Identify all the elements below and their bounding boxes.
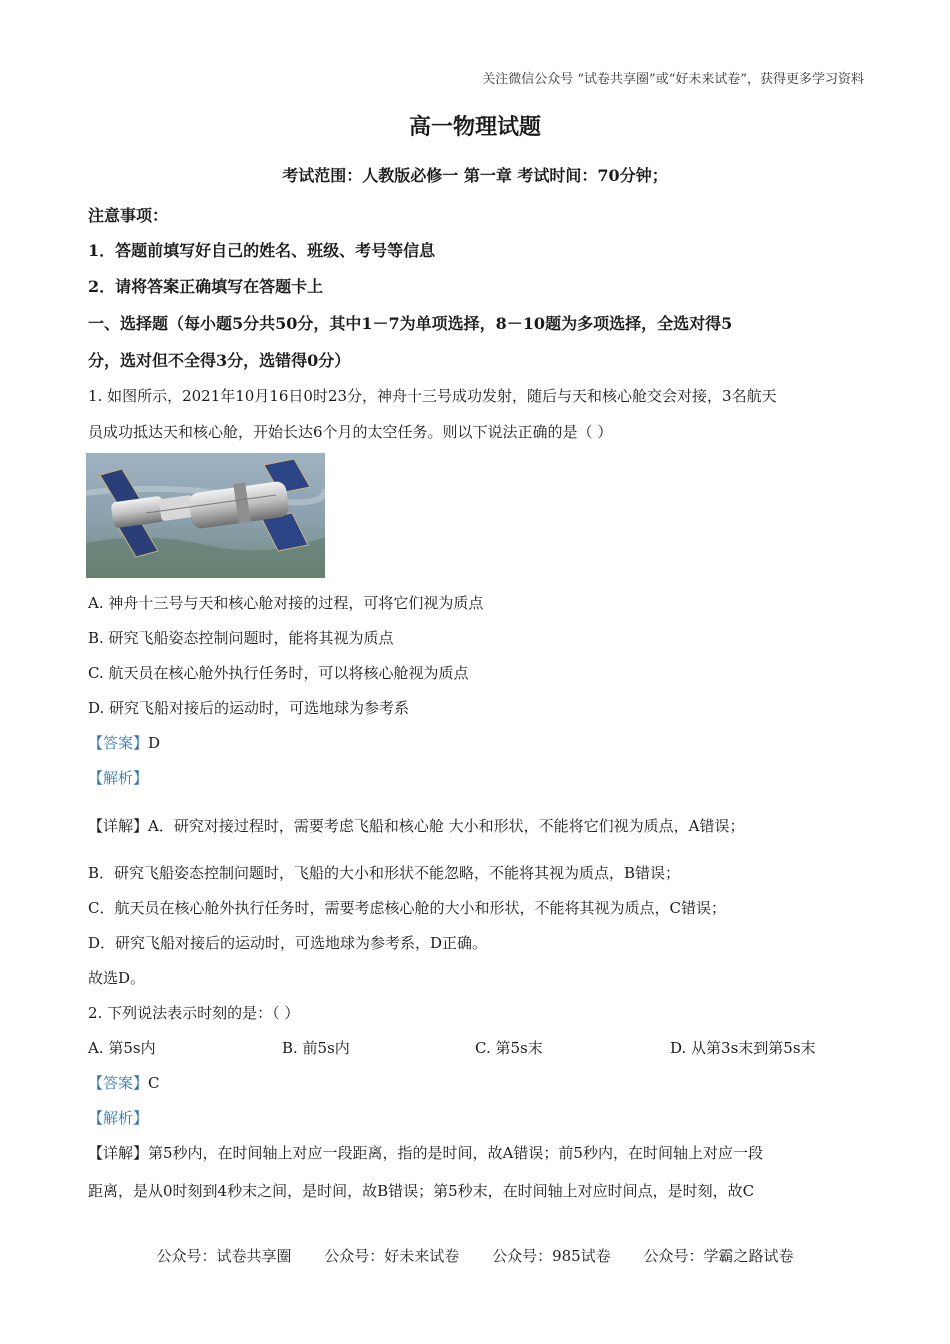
q1-conclusion: 故选D。 [88, 969, 146, 987]
section-heading-line-1: 一、选择题（每小题5分共50分，其中1－7为单项选择，8－10题为多项选择，全选对得5 [88, 314, 733, 333]
q1-detail-3: C．航天员在核心舱外执行任务时，需要考虑核心舱的大小和形状，不能将其视为质点，C错误； [88, 899, 726, 917]
q1-detail-4: D．研究飞船对接后的运动时，可选地球为参考系，D正确。 [88, 934, 488, 952]
footer [0, 1245, 950, 1266]
q1-detail-1 [88, 815, 744, 836]
section-heading-line-2: 分，选对但不全得3分，选错得0分） [88, 351, 351, 370]
q1-analysis-label: 【解析】 [88, 769, 149, 787]
q1-option-d: D. 研究飞船对接后的运动时，可选地球为参考系 [88, 699, 410, 717]
q2-analysis-label: 【解析】 [88, 1109, 149, 1127]
spacecraft-illustration [86, 453, 325, 578]
q1-option-c: C. 航天员在核心舱外执行任务时，可以将核心舱视为质点 [88, 664, 469, 682]
q1-detail-2: B．研究飞船姿态控制问题时，飞船的大小和形状不能忽略，不能将其视为质点，B错误； [88, 864, 681, 882]
footer-item-4: 公众号：学霸之路试卷 [643, 1247, 794, 1265]
q1-stem-line-1: 1. 如图所示，2021年10月16日0时23分，神舟十三号成功发射，随后与天和核心舱交会对接，3名航天 [88, 387, 777, 405]
q2-detail-1 [88, 1142, 763, 1163]
q2-options-row [88, 1037, 868, 1059]
q2-answer-value: C [148, 1074, 160, 1092]
notice-item-2: 2．请将答案正确填写在答题卡上 [88, 277, 324, 296]
q1-option-b: B. 研究飞船姿态控制问题时，能将其视为质点 [88, 629, 394, 647]
q2-option-b: B. 前5s内 [282, 1039, 350, 1057]
q2-stem: 2. 下列说法表示时刻的是：（ ） [88, 1004, 300, 1022]
q2-detail-2: 距离，是从0时刻到4秒末之间，是时间，故B错误；第5秒末，在时间轴上对应时间点，是时刻，故C [88, 1182, 755, 1200]
notice-heading: 注意事项： [88, 206, 169, 225]
q1-answer [88, 732, 160, 753]
q1-answer-value: D [148, 734, 161, 752]
q2-option-c: C. 第5s末 [475, 1039, 543, 1057]
q1-option-a: A. 神舟十三号与天和核心舱对接的过程，可将它们视为质点 [88, 594, 484, 612]
q2-answer [88, 1072, 160, 1093]
q1-detail-label: 【详解】 [88, 817, 149, 835]
q1-detail-text-1: A．研究对接过程时，需要考虑飞船和核心舱 大小和形状，不能将它们视为质点，A错误； [148, 817, 745, 835]
q2-option-a: A. 第5s内 [88, 1039, 156, 1057]
spacecraft-docking-image [86, 453, 325, 578]
page-title: 高一物理试题 [408, 114, 541, 140]
header-note: 关注微信公众号 “试卷共享圈”或“好未来试卷”，获得更多学习资料 [482, 72, 864, 87]
q2-detail-label: 【详解】 [88, 1144, 149, 1162]
footer-item-1: 公众号：试卷共享圈 [156, 1247, 292, 1265]
footer-item-2: 公众号：好未来试卷 [324, 1247, 460, 1265]
footer-item-3: 公众号：985试卷 [492, 1247, 611, 1265]
q2-option-d: D. 从第3s末到第5s末 [670, 1039, 816, 1057]
q1-stem-line-2: 员成功抵达天和核心舱，开始长达6个月的太空任务。则以下说法正确的是（ ） [88, 423, 613, 441]
q2-detail-text-1: 第5秒内，在时间轴上对应一段距离，指的是时间，故A错误；前5秒内，在时间轴上对应一段 [148, 1144, 763, 1162]
q2-answer-label: 【答案】 [88, 1074, 149, 1092]
notice-item-1: 1．答题前填写好自己的姓名、班级、考号等信息 [88, 241, 436, 260]
exam-subtitle: 考试范围：人教版必修一 第一章 考试时间：70分钟； [282, 166, 668, 185]
q1-answer-label: 【答案】 [88, 734, 149, 752]
